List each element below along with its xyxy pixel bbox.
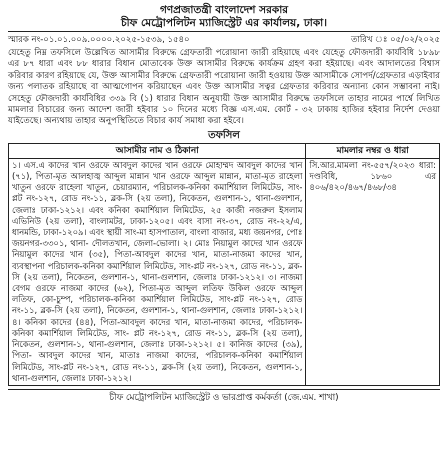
case-details: সি.আর.মামলা নং-৫৫৭/২০২৩ ধারা: দণ্ডবিধি, ১৮৬০ এর ৪০৬/৪২০/৪৬৭/৪৬৮/৩৪	[306, 158, 440, 385]
memo-number: স্মারক নং-০১.০১.০০৯.০০০০.২০২৫-১৫৩৯, ১৫৪০	[8, 35, 190, 45]
signature-line: চীফ মেট্রোপলিটন ম্যাজিস্ট্রেট ও ভারপ্রাপ্ত কর্মকর্তা (জে.এম. শাখা)	[8, 389, 440, 404]
notice-date: তারিখ ঃ ০৫/০২/২০২৫	[351, 35, 440, 45]
case-column-header: মামলার নম্বর ও ধারা	[306, 143, 440, 158]
schedule-table	[8, 143, 440, 386]
schedule-header-row	[9, 143, 440, 158]
accused-details: ১। এস.এ কাদের খান ওরফে আবদুল কাদের খান ওরফে মোহাম্মদ আবদুল কাদের খান (৭১), পিতা-মৃত আলহাজ্ব আব্দুল মান্নান খান ওরফে আব্দুল মান্নান, মাতা-মৃত রাহেলা খাতুন ওরফে রাহেলা খাতুন, চেয়ারম্যান, পরিচালক-কনিকা কমার্শিয়াল লিমিটেড, সাং-প্লট নং-১২৭, রোড নং-১১, ব্লক-সি (২য় তলা), নিকেতন, গুলশান-১, থানা-গুলশান, জেলাঃ ঢাকা-১২১২। এবং কনিকা কমার্শিয়াল লিমিটেড, ২৫ কাজী নজরুল ইসলাম এভিনিউ (২য় তলা), বাংলামটর, ঢাকা-১২০৫। এবং বাসা নং-৩৭, রোড নং-২২/এ, ধানমন্ডি, ঢাকা-১২০৯। এবং স্থায়ী সাং-মা হাসপাতাল, বাংলা বাজার, মধ্য জয়নগর, পোঃ জয়নগর-৩৩০১, থানা- দৌলতখান, জেলা-ভোলা। ২। মোঃ নিয়ামুল কাদের খান ওরফে নিয়ামুল কাদের খান (৩৫), পিতা-আবদুল কাদের খান, মাতা-নাজমা কাদের খান, ব্যবস্থাপনা পরিচালক-কনিকা কমার্শিয়াল লিমিটেড, সাং-প্লট নং-১২৭, রোড নং-১১, ব্লক-সি (২য় তলা), নিকেতন, গুলশান-১, থানা-গুলশান, জেলাঃ ঢাকা-১২১২। ৩। নাজমা বেগম ওরফে নাজমা কাদের (৬২), পিতা-মৃত আব্দুল লতিফ উকিল ওরফে আব্দুল লতিফ, কো-চুম্প, পরিচালক-কনিকা কমার্শিয়াল লিমিটেড, সাং-প্লট নং-১২৭, রোড নং-১১, ব্লক-সি (২য় তলা), নিকেতন, গুলশান-১, থানা-গুলশান, জেলাঃ ঢাকা-১২১২। ৪। কনিকা কাদের (৪৪), পিতা-আবদুল কাদের খান, মাতা-নাজমা কাদের, পরিচালক-কনিকা কমার্শিয়াল লিমিটেড, সাং- প্লট নং-১২৭, রোড নং-১১, ব্লক-সি (২য় তলা), নিকেতন, গুলশান-১, থানা-গুলশান, জেলাঃ ঢাকা-১২১২। ৫। কানিজ কাদের (৩৯), পিতা- আবদুল কাদের খান, মাতাঃ নাজমা কাদের, পরিচালক-কনিকা কমার্শিয়াল লিমিটেড, সাং-প্লট নং-১২৭, রোড নং-১১, ব্লক-সি (২য় তলা), নিকেতন, গুলশান-১, থানা-গুলশান, জেলাঃ ঢাকা-১২১২।	[9, 158, 306, 385]
reference-line	[8, 34, 440, 46]
schedule-row	[9, 158, 440, 385]
accused-column-header: আসামীর নাম ও ঠিকানা	[9, 143, 306, 158]
office-heading: চীফ মেট্রোপলিটন ম্যাজিস্ট্রেট এর কার্যালয়, ঢাকা।	[8, 17, 440, 32]
schedule-title: তফসিল	[208, 129, 240, 141]
government-heading: গণপ্রজাতন্ত্রী বাংলাদেশ সরকার	[159, 4, 289, 16]
notice-body: যেহেতু নিম্ন তফসিলে উল্লেখিত আসামীর বিরুদ্ধে গ্রেফতারী পরোয়ানা জারী রহিয়াছে এবং যেহেতু ফৌজদারী কার্যবিধি ১৮৯৮ এর ৮৭ ধারা এবং ৮৮ ধারার বিধান মোতাবেক উক্ত আসামীর বিরুদ্ধে কার্যক্রম গ্রহণ করা হইয়াছে। এবং আদালতের বিশ্বাস করিবার কারণ রহিয়াছে যে, উক্ত আসামীর বিরুদ্ধে গ্রেফতারী পরোয়ানা জারী হওয়ায় উক্ত আসামীকে সোপর্দ/গ্রেফতার এড়াইবার জন্য পলাতক রহিয়াছে বা আত্মগোপন করিয়াছেন এবং উক্ত আসামীর সত্বর গ্রেফতার করিবার অন্যান্য কোন সম্ভাবনা নাই। সেহেতু ফৌজদারী কার্যবিধির ৩৩৯ বি (১) ধারার বিধান অনুযায়ী উক্ত আসামীর বিরুদ্ধে তফসিলে তাহার নামের পার্শ্বে লিখিত মামলার বিচারের জন্য আদেশ জারী হইবার ১০ দিনের মধ্যে বিজ্ঞ এস.এম. কোর্ট - ৩২ ঢাকায় হাজির হইবার নির্দেশ দেওয়া যাইতেছে। অন্যথায় তাহার অনুপস্থিতিতে বিচার কার্য সমাধা করা হইবে।	[8, 48, 440, 127]
